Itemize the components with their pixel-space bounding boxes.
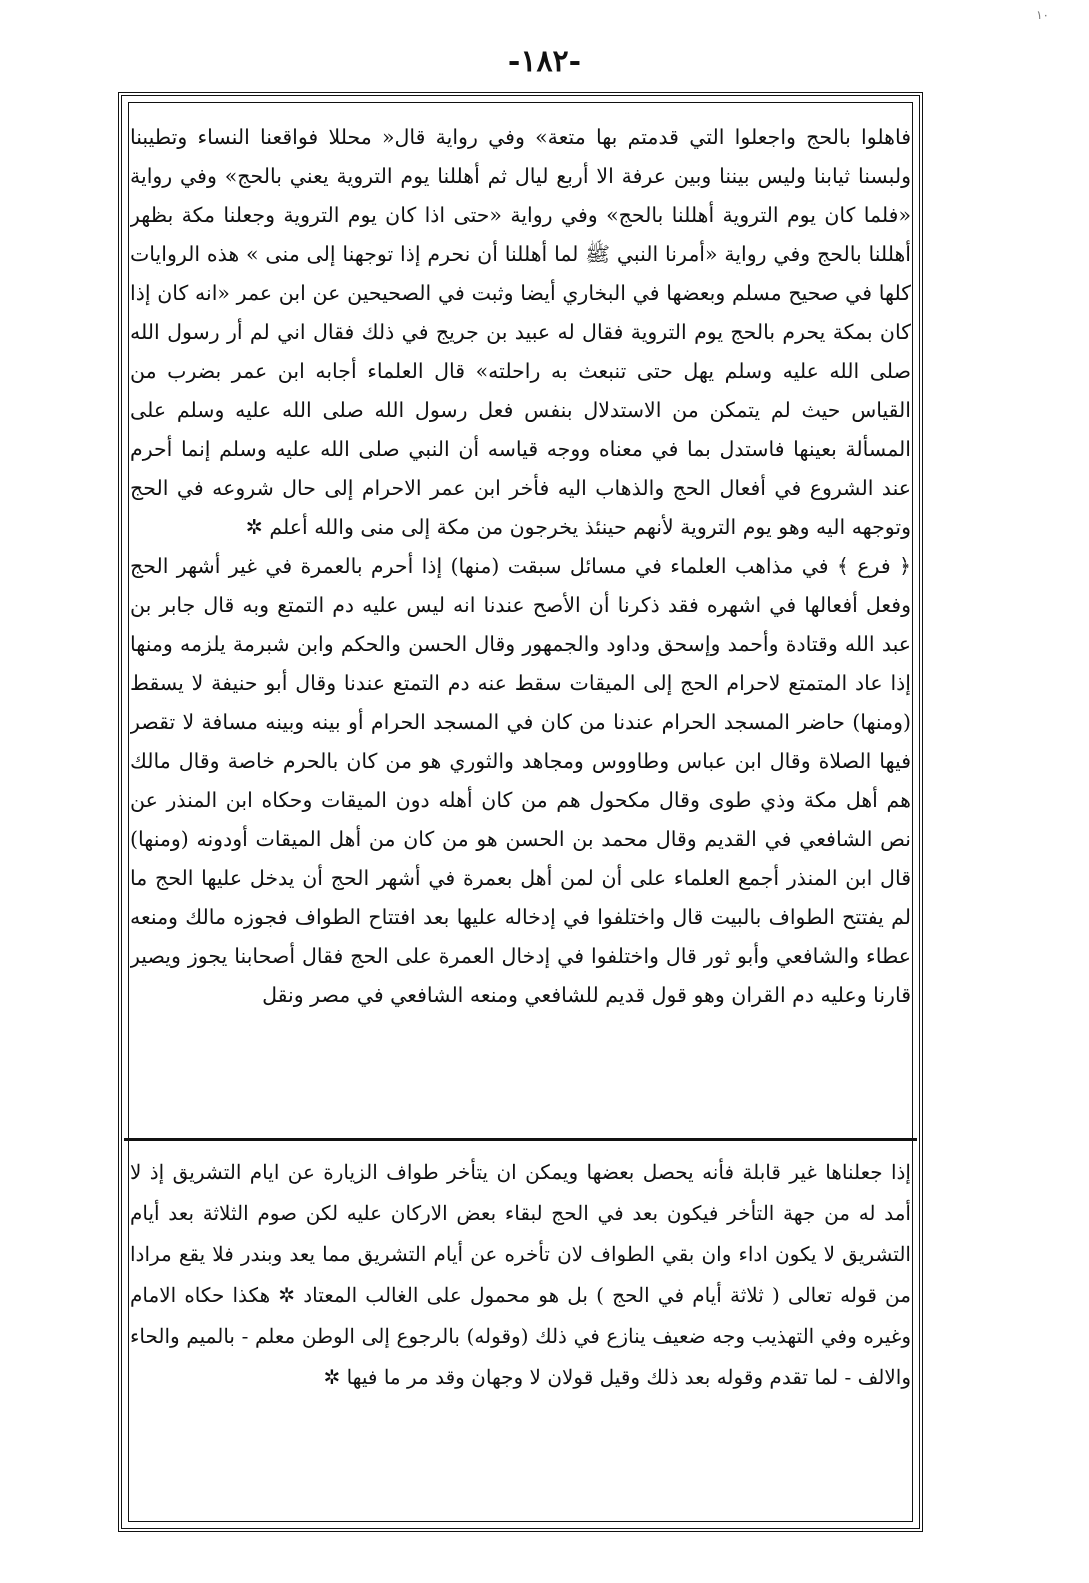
main-paragraph-1: فاهلوا بالحج واجعلوا التي قدمتم بها متعة» وفي رواية قال« محللا فواقعنا النساء وتطيبنا ولبسنا ثيابنا وليس بيننا وبين عرفة الا أربع ليال ثم أهللنا يوم التروية يعني بالحج» وفي رواية «فلما كان يوم التروية أهللنا بالحج» وفي رواية «حتى اذا كان يوم التروية وجعلنا مكة بظهر أهللنا بالحج وفي رواية «أمرنا النبي ﷺ لما أهللنا أن نحرم إذا توجهنا إلى منى » هذه الروايات كلها في صحيح مسلم وبعضها في البخاري أيضا وثبت في الصحيحين عن ابن عمر «انه كان إذا كان بمكة يحرم بالحج يوم التروية فقال له عبيد بن جريج في ذلك فقال اني لم أر رسول الله صلى الله عليه وسلم يهل حتى تنبعث به راحلته» قال العلماء أجابه ابن عمر بضرب من القياس حيث لم يتمكن من الاستدلال بنفس فعل رسول الله صلى الله عليه وسلم على المسألة بعينها فاستدل بما في معناه ووجه قياسه أن النبي صلى الله عليه وسلم إنما أحرم عند الشروع في أفعال الحج والذهاب اليه فأخر ابن عمر الاحرام إلى حال شروعه في الحج وتوجهه اليه وهو يوم التروية لأنهم حينئذ يخرجون من مكة إلى منى والله أعلم ✲ [130,125,911,539]
page-number: -١٨٢- [507,44,582,79]
main-text-block [130,118,911,1130]
corner-mark: ١٠ [1036,8,1049,22]
footnote-paragraph: إذا جعلناها غير قابلة فأنه يحصل بعضها ويمكن ان يتأخر طواف الزيارة عن ايام التشريق إذ لا أمد له من جهة التأخر فيكون بعد في الحج لبقاء بعض الاركان عليه لكن صوم الثلاثة بعد أيام التشريق لا يكون اداء وان بقي الطواف لان تأخره عن أيام التشريق مما يعد وبندر فلا يقع مرادا من قوله تعالى ( ثلاثة أيام في الحج ) بل هو محمول على الغالب المعتاد ✲ هكذا حكاه الامام وغيره وفي التهذيب وجه ضعيف ينازع في ذلك (وقوله) بالرجوع إلى الوطن معلم - بالميم والحاء والالف - لما تقدم وقوله بعد ذلك وقيل قولان لا وجهان وقد مر ما فيها ✲ [130,1160,911,1389]
main-paragraph-2: ﴿ فرع ﴾ في مذاهب العلماء في مسائل سبقت (منها) إذا أحرم بالعمرة في غير أشهر الحج وفعل أفعالها في اشهره فقد ذكرنا أن الأصح عندنا انه ليس عليه دم التمتع وبه قال جابر بن عبد الله وقتادة وأحمد وإسحق وداود والجمهور وقال الحسن والحكم وابن شبرمة يلزمه ومنها إذا عاد المتمتع لاحرام الحج إلى الميقات سقط عنه دم التمتع عندنا وقال أبو حنيفة لا يسقط (ومنها) حاضر المسجد الحرام عندنا من كان في المسجد الحرام أو بينه وبينه مسافة لا تقصر فيها الصلاة وقال ابن عباس وطاووس ومجاهد والثوري هو من كان بالحرم خاصة وقال مالك هم أهل مكة وذي طوى وقال مكحول هم من كان أهله دون الميقات وحكاه ابن المنذر عن نص الشافعي في القديم وقال محمد بن الحسن هو من كان من أهل الميقات أودونه (ومنها) قال ابن المنذر أجمع العلماء على أن لمن أهل بعمرة في أشهر الحج أن يدخل عليها الحج ما لم يفتتح الطواف بالبيت قال واختلفوا في إدخاله عليها بعد افتتاح الطواف فجوزه مالك ومنعه عطاء والشافعي وأبو ثور قال واختلفوا في إدخال العمرة على الحج فقال أصحابنا يجوز ويصير قارنا وعليه دم القران وهو قول قديم للشافعي ومنعه الشافعي في مصر ونقل [130,554,911,1007]
footnote-block [130,1152,911,1512]
footnote-divider [124,1138,917,1141]
